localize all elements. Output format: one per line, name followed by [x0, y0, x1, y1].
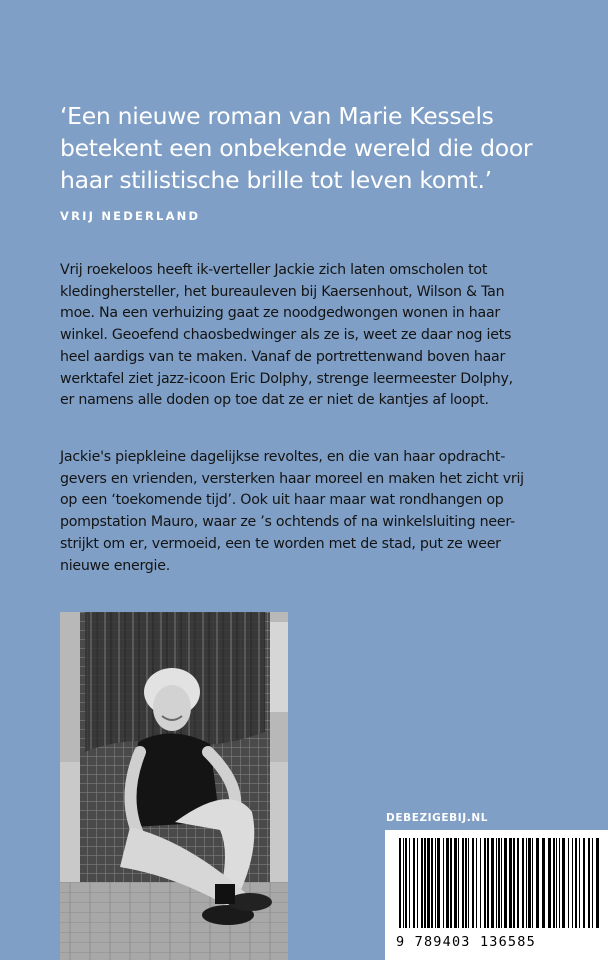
barcode-bar [542, 838, 545, 928]
barcode-bar [513, 838, 515, 928]
text-line: moe. Na een verhuizing gaat ze noodgedwongen wonen in haar [60, 305, 500, 322]
text-line: winkel. Geoefend chaosbedwinger als ze is, weet ze daar nog iets [60, 327, 512, 344]
barcode-bar [417, 838, 418, 928]
barcode-bar [405, 838, 407, 928]
barcode-bar [403, 838, 404, 928]
barcode-bar [559, 838, 560, 928]
synopsis-paragraph-2 [60, 447, 580, 577]
barcode-bar [413, 838, 415, 928]
barcode-bar [509, 838, 512, 928]
barcode-bar [579, 838, 580, 928]
author-photo [60, 612, 288, 960]
barcode-bar [424, 838, 426, 928]
text-line: Jackie's piepkleine dagelijkse revoltes, en die van haar opdracht- [60, 449, 506, 465]
author-photo-illustration [60, 612, 288, 960]
synopsis-paragraph-1 [60, 260, 580, 412]
text-line: strijkt om er, vermoeid, een te worden met de stad, put ze weer [60, 535, 501, 552]
barcode-bar [532, 838, 533, 928]
barcode-bar [556, 838, 557, 928]
barcode-bar [454, 838, 457, 928]
blurb-quote [60, 100, 590, 196]
text-line: gevers en vrienden, versterken haar moreel en maken het zicht vrij [60, 470, 524, 487]
barcode-bar [553, 838, 555, 928]
barcode-bar [435, 838, 436, 928]
barcode-bar [487, 838, 489, 928]
publisher-website: DEBEZIGEBIJ.NL [386, 812, 489, 824]
text-line: er namens alle doden op toe dat ze er niet de kantjes af loopt. [60, 392, 489, 409]
barcode-bar [409, 838, 410, 928]
barcode-bar [427, 838, 430, 928]
text-line: kledinghersteller, het bureauleven bij Kaersenhout, Wilson & Tan [60, 283, 505, 300]
barcode-bar [437, 838, 440, 928]
text-line: op een ‘toekomende tijd’. Ook uit haar maar wat rondhangen op [60, 492, 504, 509]
barcode-bar [498, 838, 500, 928]
barcode-bar [484, 838, 486, 928]
text-line: heel aardigs van te maken. Vanaf de portrettenwand boven haar [60, 348, 506, 365]
barcode [385, 830, 608, 960]
barcode-bar [462, 838, 464, 928]
quote-line: haar stilistische brille tot leven komt.’ [60, 166, 492, 194]
barcode-bar [528, 838, 531, 928]
barcode-bar [458, 838, 459, 928]
barcode-bar [468, 838, 469, 928]
barcode-bar [472, 838, 474, 928]
barcode-bar [588, 838, 590, 928]
barcode-bar [522, 838, 524, 928]
text-line: pompstation Mauro, waar ze ’s ochtends of na winkelsluiting neer- [60, 514, 515, 531]
barcode-bar [446, 838, 449, 928]
barcode-bar [568, 838, 569, 928]
barcode-bar [501, 838, 502, 928]
barcode-bar [583, 838, 585, 928]
text-line: nieuwe energie. [60, 557, 170, 574]
barcode-bar [465, 838, 467, 928]
barcode-bar [491, 838, 494, 928]
barcode-bar [421, 838, 423, 928]
barcode-bar [480, 838, 481, 928]
barcode-bars [385, 830, 608, 935]
text-line: Vrij roekeloos heeft ik-verteller Jackie zich laten omscholen tot [60, 262, 488, 278]
barcode-bar [517, 838, 519, 928]
barcode-bar [572, 838, 573, 928]
quote-source: VRIJ NEDERLAND [60, 209, 201, 223]
barcode-bar [443, 838, 444, 928]
barcode-bar [562, 838, 565, 928]
barcode-bar [476, 838, 477, 928]
barcode-bar [450, 838, 452, 928]
barcode-bar [548, 838, 551, 928]
barcode-bar [496, 838, 497, 928]
quote-line: betekent een onbekende wereld die door [60, 134, 533, 162]
quote-line: ‘Een nieuwe roman van Marie Kessels [60, 102, 494, 130]
barcode-bar [504, 838, 507, 928]
barcode-bar [431, 838, 433, 928]
barcode-bar [399, 838, 401, 928]
barcode-bar [536, 838, 539, 928]
barcode-bar [526, 838, 527, 928]
text-line: werktafel ziet jazz-icoon Eric Dolphy, strenge leermeester Dolphy, [60, 370, 513, 387]
barcode-bar [596, 838, 599, 928]
barcode-bar [592, 838, 593, 928]
isbn-number: 9 789403 136585 [396, 934, 536, 950]
barcode-bar [575, 838, 577, 928]
